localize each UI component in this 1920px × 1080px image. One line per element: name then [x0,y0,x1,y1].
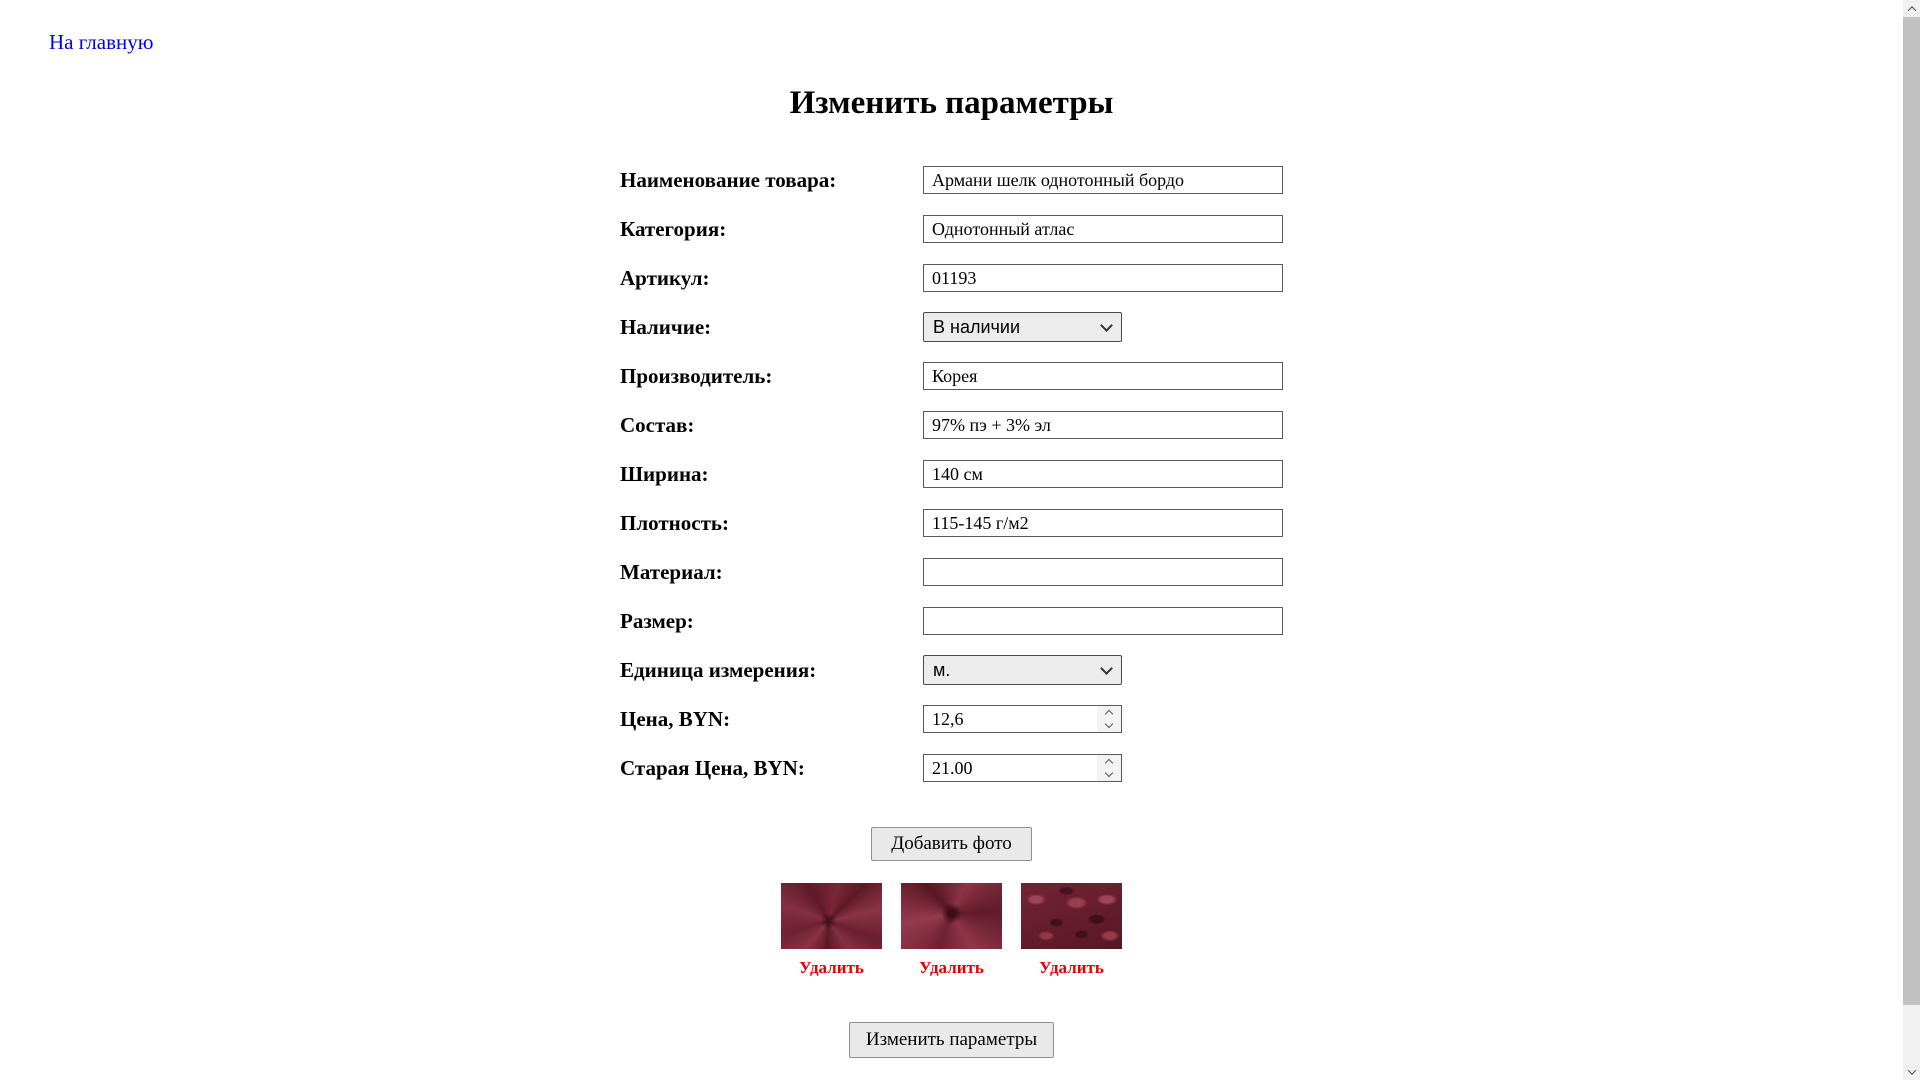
fabric-photo-2 [901,883,1002,949]
category-label: Категория: [620,216,727,241]
size-input[interactable] [923,607,1283,635]
spinner-up-icon[interactable] [1105,710,1113,718]
old-price-label: Старая Цена, BYN: [620,755,805,780]
add-photo-row [620,827,1283,861]
form-field-row-size [620,607,1283,635]
old-price-stepper [923,754,1122,782]
photo-item [901,883,1002,978]
form-field-row-manufacturer [620,362,1283,390]
scroll-up-button[interactable] [1903,0,1920,17]
scrollbar-thumb[interactable] [1903,17,1920,1005]
photo-item [1021,883,1122,978]
composition-label: Состав: [620,412,695,437]
edit-parameters-form [620,166,1283,1058]
form-field-row-width [620,460,1283,488]
spinner-down-icon[interactable] [1105,769,1113,777]
spinner-buttons[interactable] [1097,755,1121,781]
size-label: Размер: [620,608,694,633]
sku-label: Артикул: [620,265,710,290]
price-label: Цена, BYN: [620,706,731,731]
fabric-photo-3 [1021,883,1122,949]
form-field-row-composition [620,411,1283,439]
composition-input[interactable] [923,411,1283,439]
back-to-home-link[interactable]: На главную [49,30,154,54]
availability-select-wrap [923,312,1122,342]
spinner-up-icon[interactable] [1105,759,1113,767]
form-field-row-availability [620,313,1283,341]
chevron-down-icon [1907,1066,1915,1074]
unit-select-wrap [923,655,1122,685]
form-field-row-sku [620,264,1283,292]
form-field-row-old-price [620,754,1283,782]
vertical-scrollbar[interactable] [1903,0,1920,1080]
price-stepper [923,705,1122,733]
delete-photo-link[interactable]: Удалить [799,958,864,977]
unit-label: Единица измерения: [620,657,817,682]
form-field-row-product-name [620,166,1283,194]
form-field-row-price [620,705,1283,733]
spinner-down-icon[interactable] [1105,720,1113,728]
form-field-row-density [620,509,1283,537]
width-label: Ширина: [620,461,709,486]
scroll-down-button[interactable] [1903,1063,1920,1080]
photo-list [620,883,1283,978]
form-field-row-material [620,558,1283,586]
manufacturer-input[interactable] [923,362,1283,390]
density-label: Плотность: [620,510,729,535]
product-name-input[interactable] [923,166,1283,194]
category-input[interactable] [923,215,1283,243]
page-title: Изменить параметры [789,85,1114,121]
form-rows [620,166,1283,782]
add-photo-button[interactable]: Добавить фото [871,827,1032,861]
delete-photo-link[interactable]: Удалить [919,958,984,977]
material-label: Материал: [620,559,723,584]
availability-select[interactable] [923,312,1122,342]
unit-select[interactable] [923,655,1122,685]
product-name-label: Наименование товара: [620,167,837,192]
form-field-row-category [620,215,1283,243]
submit-button[interactable]: Изменить параметры [849,1022,1054,1058]
fabric-photo-1 [781,883,882,949]
photo-item [781,883,882,978]
sku-input[interactable] [923,264,1283,292]
density-input[interactable] [923,509,1283,537]
form-field-row-unit [620,656,1283,684]
width-input[interactable] [923,460,1283,488]
spinner-buttons[interactable] [1097,706,1121,732]
material-input[interactable] [923,558,1283,586]
availability-label: Наличие: [620,314,712,339]
price-input[interactable] [923,705,1122,733]
manufacturer-label: Производитель: [620,363,773,388]
chevron-up-icon [1907,6,1915,14]
submit-row [620,1022,1283,1058]
old-price-input[interactable] [923,754,1122,782]
delete-photo-link[interactable]: Удалить [1039,958,1104,977]
